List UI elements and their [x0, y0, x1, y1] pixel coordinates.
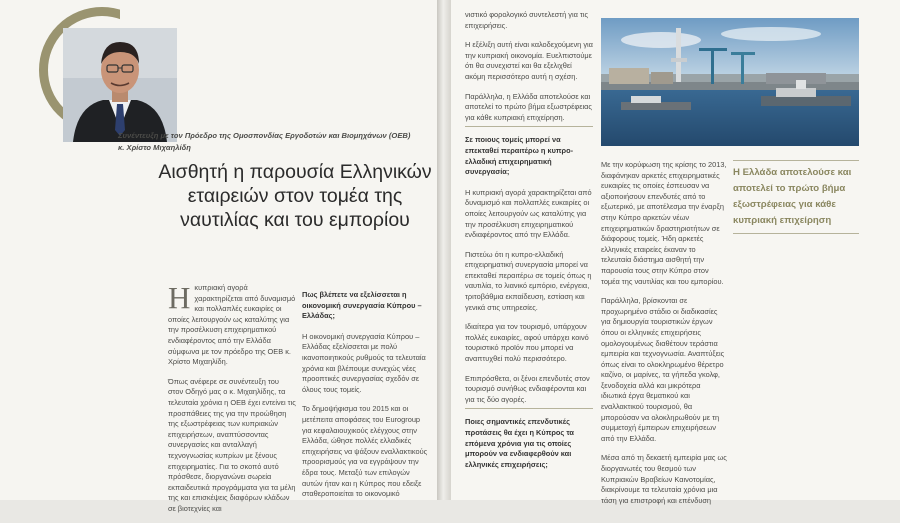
paragraph: Όπως ανέφερε σε συνέντευξη του στον Οδηγό μας ο κ. Μιχαηλίδης, τα τελευταία χρόνια η ΟΕΒ έχει εντείνει τις προσπάθειες της για την προώθηση της εξωστρέφειας των κυπριακών επιχειρήσεων, αναπτύσσοντας συνεργασίες και ανταλλαγή τεχνογνωσίας κυπρίων με ξένους επιχειρηματίες. Για το σκοπό αυτό πρόσθεσε, διοργανώνει σωρεία εκπαιδευτικά προγράμματα για τα μέλη της και επισκέψεις διαφόρων κλάδων σε βιοτεχνίες και	[168, 376, 296, 513]
paragraph: Πιστεύω ότι η κυπρο-ελλαδική επιχειρηματική συνεργασία μπορεί να επεκταθεί περαιτέρω σε τομείς όπως η ναυτιλία, το λιανικό εμπόριο, ενέργεια, τριτοβάθμια εκπαίδευση, εστίαση και γενικά στις υπηρεσίες.	[465, 249, 592, 312]
drop-cap: Η	[168, 280, 191, 315]
right-column-1	[465, 10, 593, 480]
paragraph: Ιδιαίτερα για τον τουρισμό, υπάρχουν πολλές ευκαιρίες, αφού υπάρχει κοινό τουριστικό προϊόν που μπορεί να αναπτυχθεί πολύ περισσότερο.	[465, 322, 589, 364]
paragraph: Με την κορύφωση της κρίσης το 2013, διαφάνηκαν αρκετές επιχειρηματικές ευκαιρίες τις οποίες έσπευσαν να αξιοποιήσουν επενδυτές από το εξωτερικό, με αποτέλεσμα την έναρξη στην Κύπρο αρκετών νέων επιχειρηματικών δραστηριοτήτων σε διάφορους τομείς. Ήδη αρκετές ελληνικές εταιρείες έκαναν το τελευταία διάστημα αισθητή την παρουσία τους στην Κύπρο στον τομέα της ναυτιλίας και του εμπορίου.	[601, 160, 727, 286]
question-heading: Σε ποιους τομείς μπορεί να επεκταθεί περαιτέρω η κυπρο-ελλαδική επιχειρηματική συνεργασία;	[465, 135, 574, 177]
paragraph: Το δημοψήφισμα του 2015 και οι μετέπειτα αποφάσεις του Eurogroup για κεφαλαιουχικούς ελέγχους στην Ελλάδα, ώθησε πολλές ελλαδικές επιχειρήσεις να ψάξουν εναλλακτικούς προορισμούς για να εγγράψουν την έδρα τους. Μεταξύ των επιλογών αυτών ήταν και η Κύπρος που εδειξε σταθεροποιείται το οικονομικό	[302, 404, 428, 499]
page-gutter	[437, 0, 451, 500]
left-page	[0, 0, 437, 513]
question-heading: Ποιες σημαντικές επενδυτικές προτάσεις θα έχει η Κύπρος τα επόμενα χρόνια για τις οποίες μπορούν να ενδιαφερθούν και ελληνικές επιχειρήσεις;	[465, 417, 574, 469]
right-column-2	[601, 160, 727, 515]
paragraph: Παράλληλα, η Ελλάδα αποτελούσε και αποτελεί το πρώτο βήμα εξωστρέφειας για κάθε κυπριακή επιχείρηση.	[465, 92, 593, 128]
left-column-2	[302, 290, 430, 509]
portrait-photo	[63, 28, 177, 142]
paragraph: Παράλληλα, βρίσκονται σε προχωρημένο στάδιο οι διαδικασίες για δημιουργία τουριστικών έργων όπου οι ελληνικές επιχειρήσεις ομολογουμένως διαθέτουν τεράστια εμπειρία και τεχνογνωσία. Αναπτύξεις όπως είναι το ολοκληρωμένο θέρετρο καζίνο, οι μαρίνες, τα γήπεδα γκολφ, ξενοδοχεία αλλά και μικρότερα ιδιωτικά έργα θεματικού και εναλλακτικού τουρισμού, θα μπορούσαν να ολοκληρωθούν με τη συμμετοχή έμπειρων επιχειρήσεων από την Ελλάδα.	[601, 296, 725, 443]
paragraph: Η κυπριακή αγορά χαρακτηρίζεται από δυναμισμό και πολλαπλές ευκαιρίες οι οποίες λειτουργούν ως καταλύτης για την προσέλκυση επιχειρηματικού ενδιαφέροντος από την Ελλάδα.	[465, 187, 592, 240]
question-heading: Πως βλέπετε να εξελίσσεται η οικονομική συνεργασία Κύπρου – Ελλάδας;	[302, 290, 422, 321]
article-title: Αισθητή η παρουσία Ελληνικών εταιρειών στον τομέα της ναυτιλίας και του εμπορίου	[158, 161, 432, 231]
interview-caption: Συνέντευξη με τον Πρόεδρο της Ομοσπονδίας Εργοδοτών και Βιομηχάνων (ΟΕΒ) κ. Χρίστο Μιχαηλίδη	[118, 131, 411, 152]
paragraph: νιστικό φορολογικό συντελεστή για τις επιχειρήσεις.	[465, 10, 589, 30]
portrait-illustration	[63, 28, 177, 142]
harbor-photo	[601, 18, 859, 146]
pull-quote: Η Ελλάδα αποτελούσε και αποτελεί το πρώτο βήμα εξωστρέφειας για κάθε κυπριακή επιχείρηση	[733, 160, 859, 234]
paragraph: Η εξέλιξη αυτή είναι καλοδεχούμενη για την κυπριακή οικονομία. Ευελπιστούμε ότι θα συνεχιστεί και θα εξελιχθεί ακόμη περισσότερο αυτή η σχέση.	[465, 40, 593, 81]
paragraph: Επιπρόσθετα, οι ξένοι επενδυτές στον τουρισμό συνήθως ενδιαφέρονται και για τις δύο αγορές.	[465, 374, 593, 410]
right-page	[451, 0, 900, 505]
paragraph: Η οικονομική συνεργασία Κύπρου – Ελλάδας εξελίσσεται με πολύ ικανοποιητικούς ρυθμούς τα τελευταία χρόνια και βλέπουμε συνεχώς νέες προοπτικές συνεργασίας σχεδόν σε όλους τους τομείς.	[302, 331, 426, 394]
left-column-1	[168, 280, 296, 523]
intro-paragraph: κυπριακή αγορά χαρακτηρίζεται από δυναμισμό και πολλαπλές ευκαιρίες οι οποίες λειτουργούν ως καταλύτης για την προσέλκυση επιχειρηματικού ενδιαφέροντος από την Ελλάδα σύμφωνα με τον πρόεδρο της ΟΕΒ κ. Χρίστο Μιχαηλίδη.	[168, 283, 296, 367]
paragraph: Μέσα από τη δεκαετή εμπειρία μας ως διοργανωτές του θεσμού των Κυπριακών Βραβείων Καινοτομίας, διακρίνουμε τα τελευταία χρόνια μια τάση για επιστροφή και επένδυση	[601, 453, 727, 505]
harbor-illustration	[601, 18, 859, 146]
